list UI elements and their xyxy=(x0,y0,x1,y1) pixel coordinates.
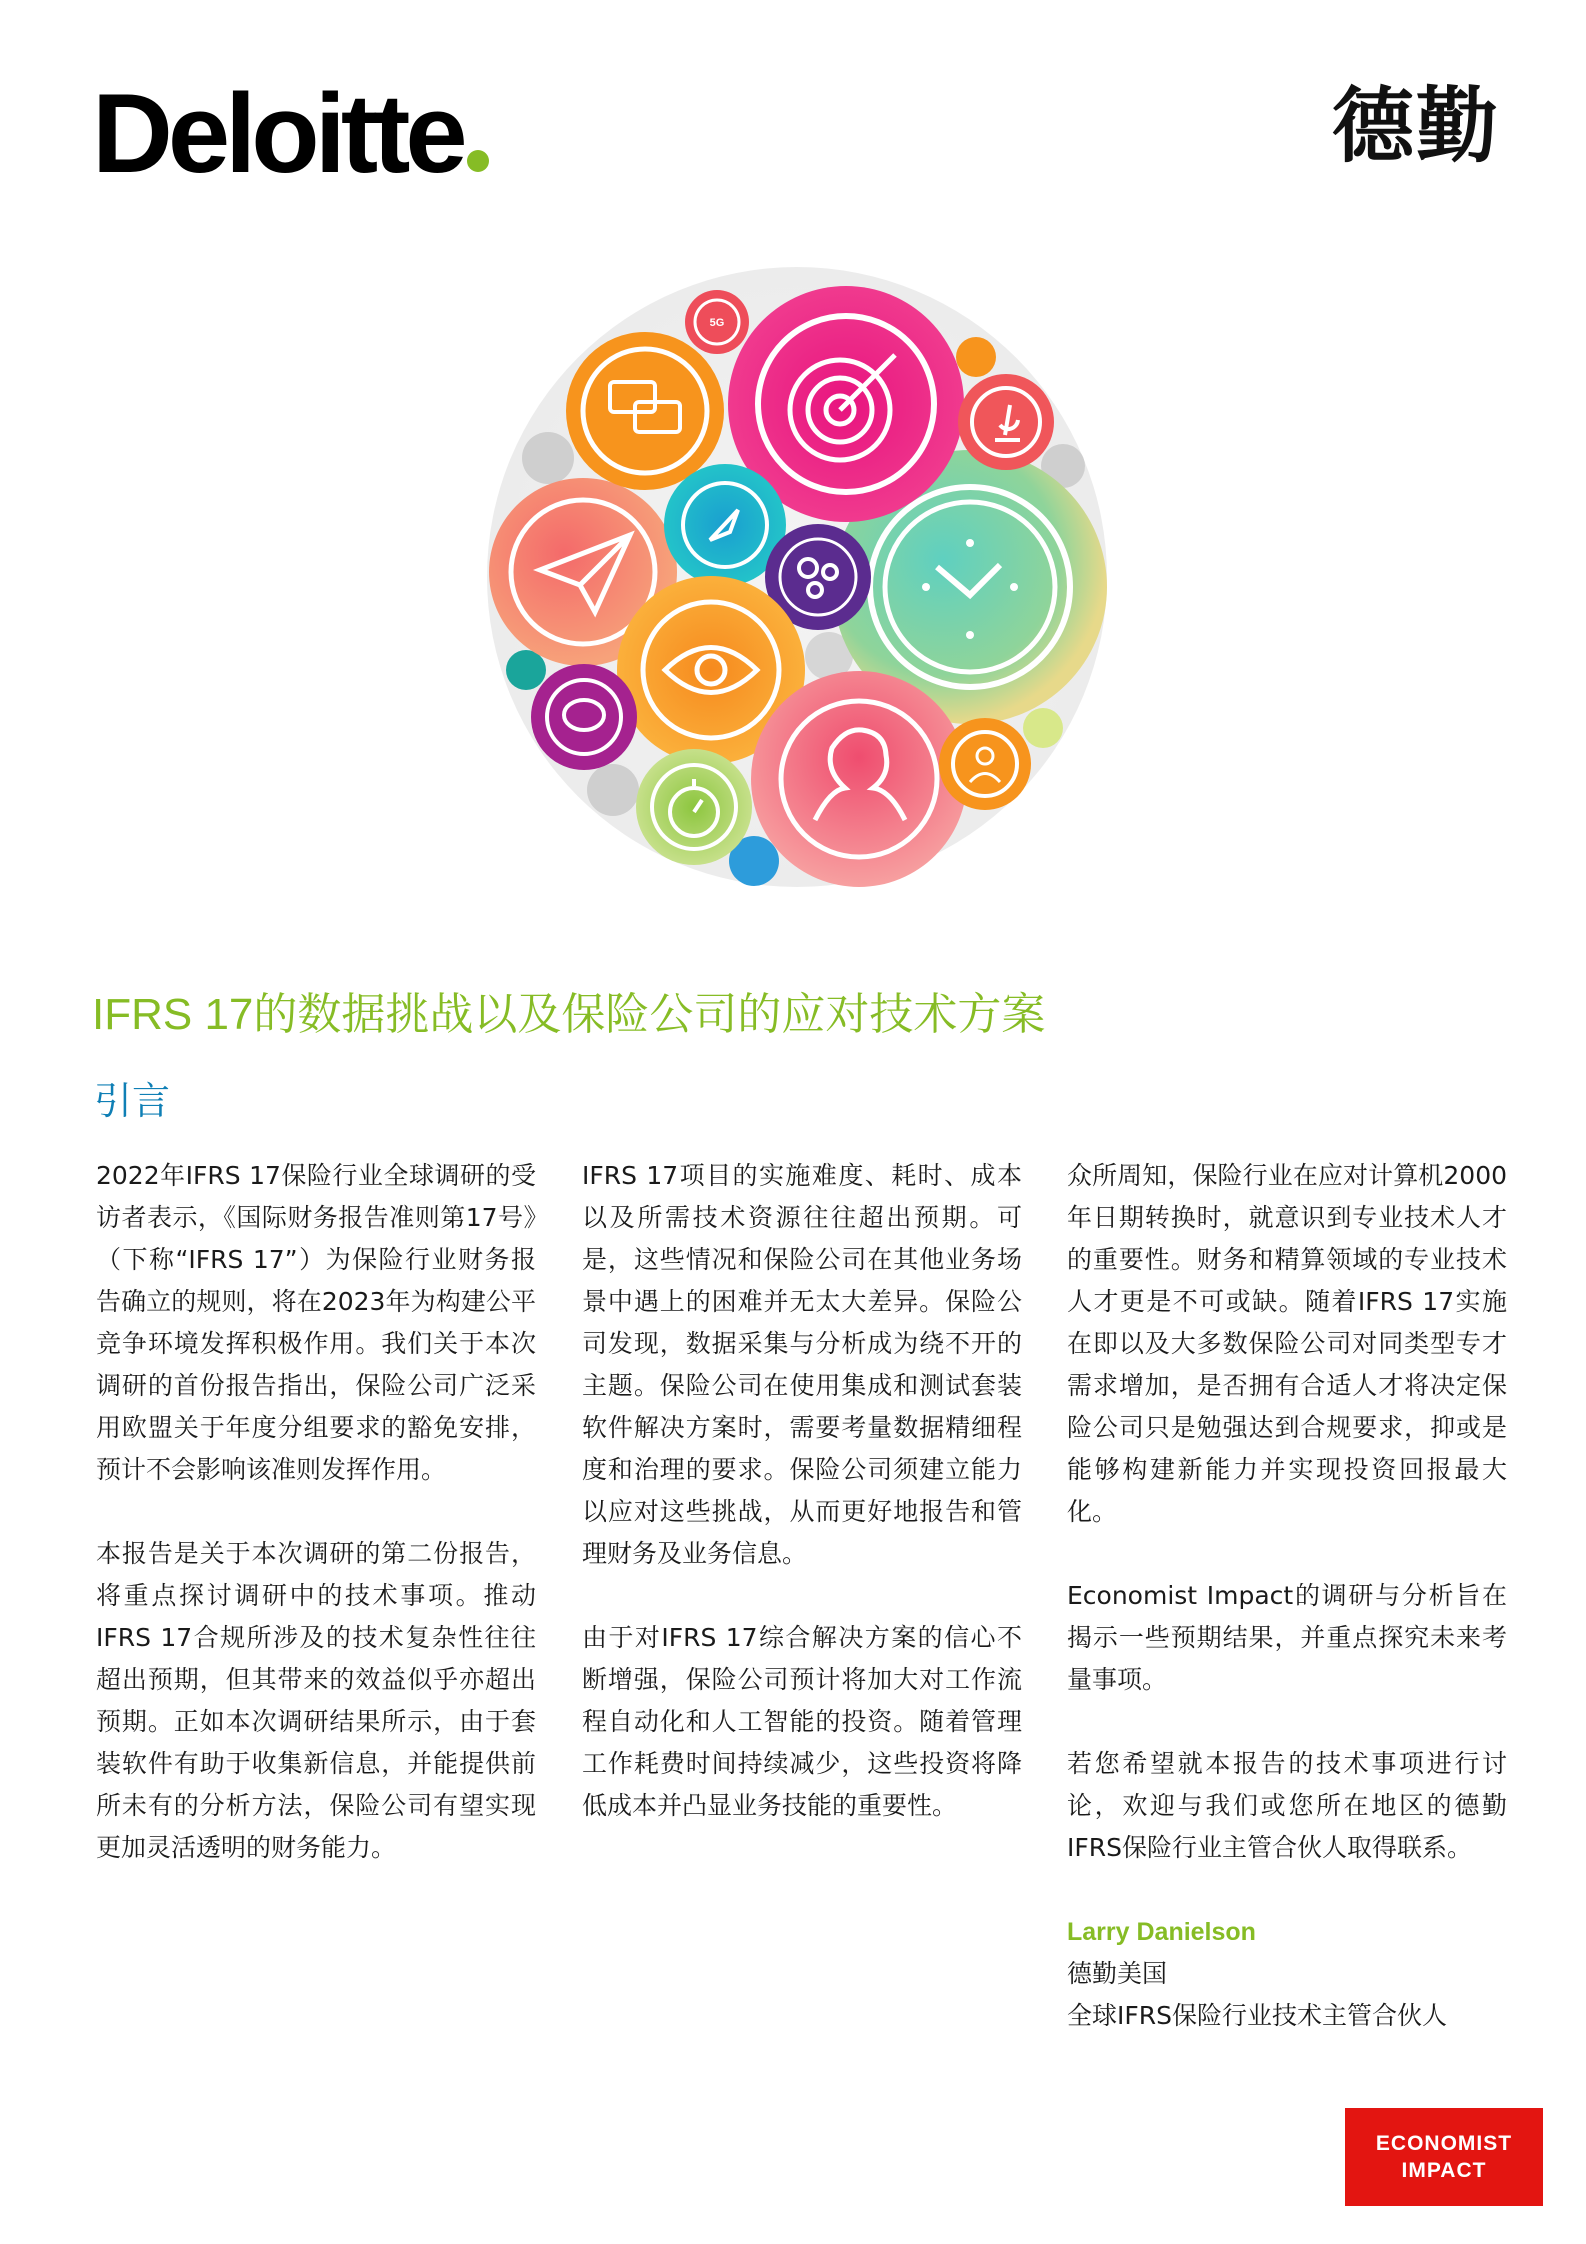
section-heading-introduction: 引言 xyxy=(94,1079,171,1123)
body-column-2 xyxy=(582,1155,1022,1869)
technology-icons-illustration xyxy=(470,260,1130,920)
paragraph: 2022年IFRS 17保险行业全球调研的受访者表示，《国际财务报告准则第17号》（下称“IFRS 17”）为保险行业财务报告确立的规则，将在2023年为构建公平竞争环境发挥积极作用。我们关于本次调研的首份报告指出，保险公司广泛采用欧盟关于年度分组要求的豁免安排，预计不会影响该准则发挥作用。 xyxy=(96,1161,536,1484)
stopwatch-icon xyxy=(636,749,752,865)
logo-text: Deloitte xyxy=(92,71,463,196)
deloitte-logo xyxy=(92,71,489,196)
lightbulb-person-icon xyxy=(939,718,1031,810)
person-icon xyxy=(751,671,967,887)
paragraph: Economist Impact的调研与分析旨在揭示一些预期结果，并重点探究未来考量事项。 xyxy=(1067,1581,1507,1694)
brain-icon xyxy=(531,664,637,770)
paragraph: 若您希望就本报告的技术事项进行讨论，欢迎与我们或您所在地区的德勤IFRS保险行业主管合伙人取得联系。 xyxy=(1067,1749,1507,1862)
chat-icon xyxy=(566,332,724,490)
body-column-3 xyxy=(1067,1155,1507,2037)
economist-impact-logo xyxy=(1345,2108,1543,2206)
deloitte-chinese-logo: 德勤 xyxy=(1332,79,1501,174)
author-name: Larry Danielson xyxy=(1067,1918,1256,1946)
badge-line-2: IMPACT xyxy=(1401,2159,1487,2182)
paragraph: 由于对IFRS 17综合解决方案的信心不断增强，保险公司预计将加大对工作流程自动化和人工智能的投资。随着管理工作耗费时间持续减少，这些投资将降低成本并凸显业务技能的重要性。 xyxy=(582,1623,1022,1820)
author-role: 全球IFRS保险行业技术主管合伙人 xyxy=(1067,2001,1447,2030)
microscope-icon xyxy=(958,374,1054,470)
paragraph: 众所周知，保险行业在应对计算机2000年日期转换时，就意识到专业技术人才的重要性。财务和精算领域的专业技术人才更是不可或缺。随着IFRS 17实施在即以及大多数保险公司对同类型专才需求增加，是否拥有合适人才将决定保险公司只是勉强达到合规要求，抑或是能够构建新能力并实现投资回报最大化。 xyxy=(1067,1161,1507,1526)
paragraph: IFRS 17项目的实施难度、耗时、成本以及所需技术资源往往超出预期。可是，这些情况和保险公司在其他业务场景中遇上的困难并无太大差异。保险公司发现，数据采集与分析成为绕不开的主题。保险公司在使用集成和测试套装软件解决方案时，需要考量数据精细程度和治理的要求。保险公司须建立能力以应对这些挑战，从而更好地报告和管理财务及业务信息。 xyxy=(582,1161,1022,1568)
report-title: IFRS 17的数据挑战以及保险公司的应对技术方案 xyxy=(92,990,1046,1039)
paragraph: 本报告是关于本次调研的第二份报告，将重点探讨调研中的技术事项。推动IFRS 17合规所涉及的技术复杂性往往超出预期，但其带来的效益似乎亦超出预期。正如本次调研结果所示，由于套装软件有助于收集新信息，并能提供前所未有的分析方法，保险公司有望实现更加灵活透明的财务能力。 xyxy=(96,1539,536,1862)
badge-line-1: ECONOMIST xyxy=(1375,2132,1513,2155)
author-organization: 德勤美国 xyxy=(1067,1959,1168,1988)
author-signature xyxy=(1067,1911,1507,2037)
5g-cloud-icon xyxy=(685,290,749,354)
svg-text:5G: 5G xyxy=(709,317,725,329)
logo-green-dot xyxy=(467,150,489,172)
body-column-1 xyxy=(96,1155,536,1911)
